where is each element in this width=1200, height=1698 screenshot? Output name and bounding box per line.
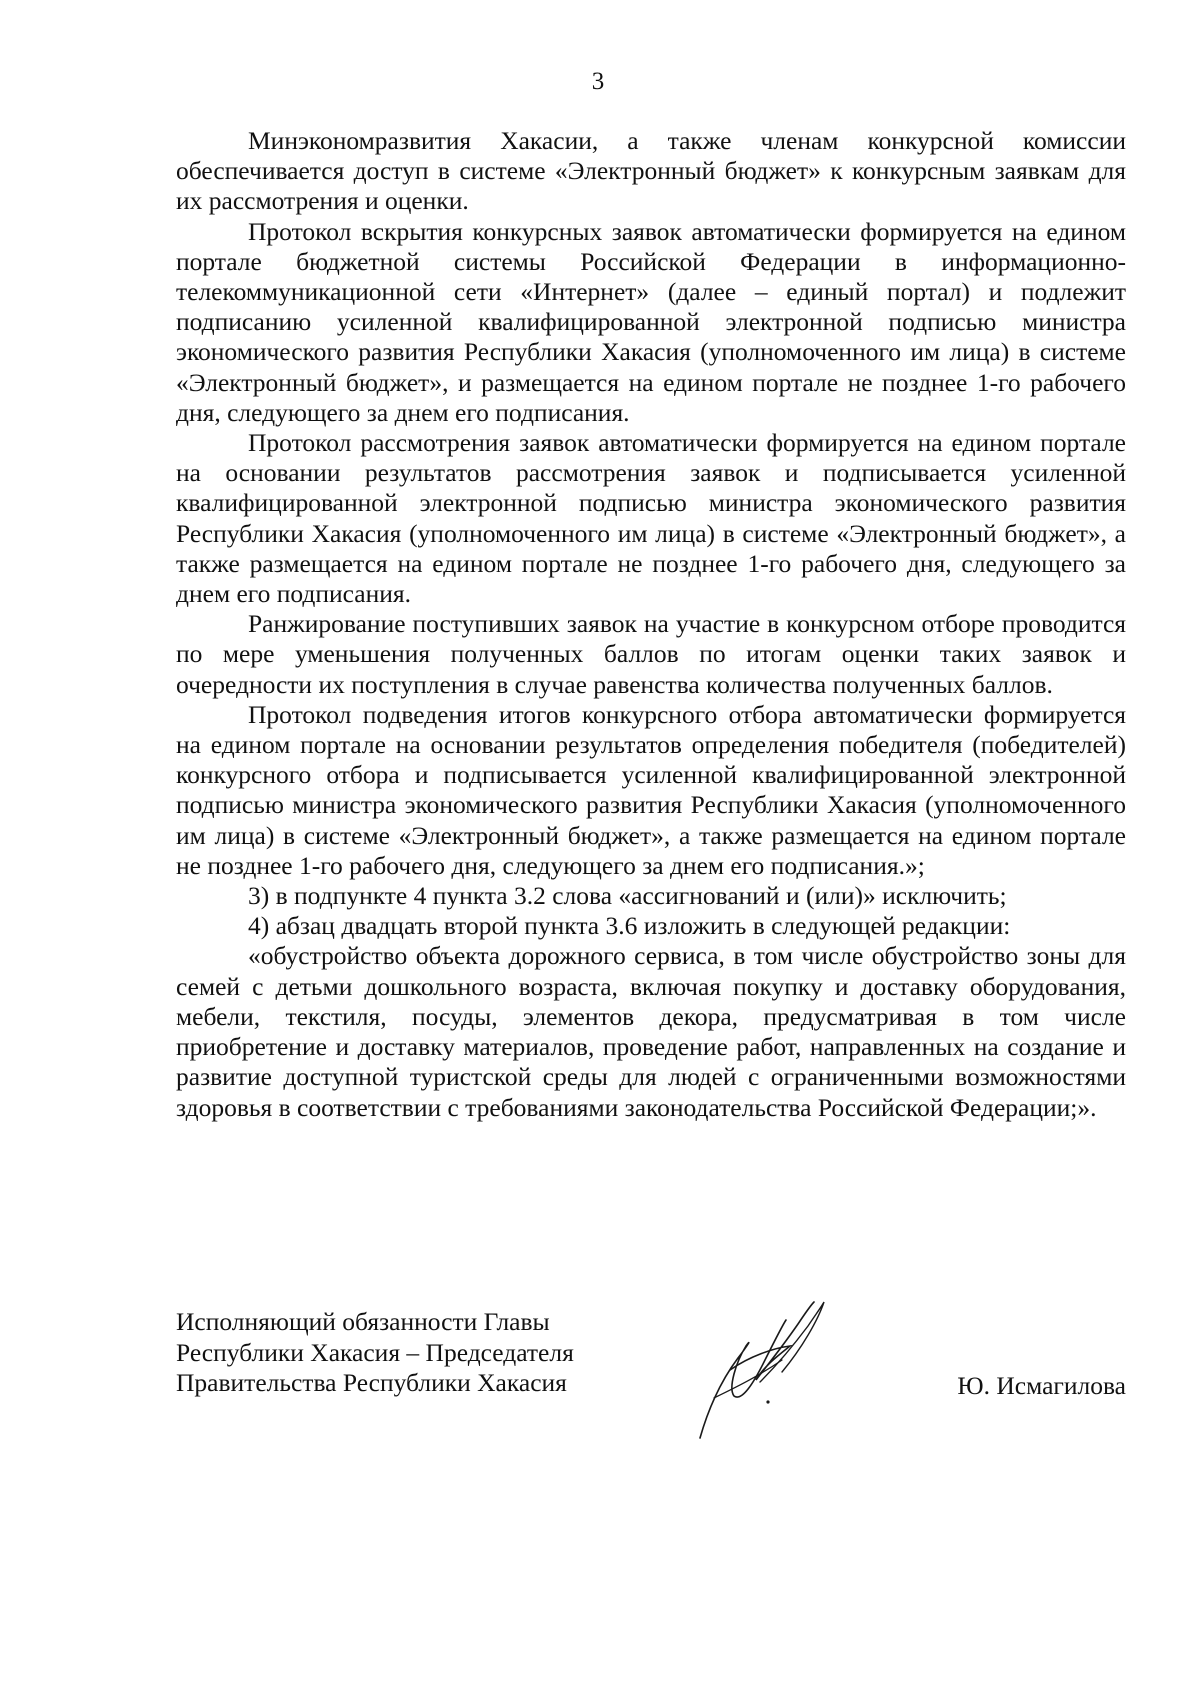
document-body xyxy=(176,126,1126,1123)
signature-stroke xyxy=(760,1302,824,1382)
paragraph-opening-protocol: Протокол вскрытия конкурсных заявок автоматически формируется на едином портале бюджетной системы Российской Федерации в информационно-телекоммуникационной сети «Интернет» (далее – единый портал) и подлежит подписанию усиленной квалифицированной электронной подписью министра экономического развития Республики Хакасия (уполномоченного им лица) в системе «Электронный бюджет», и размещается на едином портале не позднее 1-го рабочего дня, следующего за днем его подписания. xyxy=(176,216,1126,427)
paragraph-ranking: Ранжирование поступивших заявок на участие в конкурсном отборе проводится по мере уменьшения полученных баллов по итогам оценки таких заявок и очередности их поступления в случае равенства количества полученных баллов. xyxy=(176,609,1126,699)
paragraph-access-to-applications: Минэкономразвития Хакасии, а также членам конкурсной комиссии обеспечивается доступ в системе «Электронный бюджет» к конкурсным заявкам для их рассмотрения и оценки. xyxy=(176,126,1126,216)
signatory-position-line: Правительства Республики Хакасия xyxy=(176,1368,567,1397)
signature-stroke xyxy=(730,1302,814,1380)
page-number: 3 xyxy=(591,68,605,95)
signatory-position-line: Исполняющий обязанности Главы xyxy=(176,1307,550,1336)
signature-dot xyxy=(766,1400,769,1403)
signer-name: Ю. Исмагилова xyxy=(957,1371,1126,1400)
signature-stroke xyxy=(700,1320,786,1438)
signatory-position-line: Республики Хакасия – Председателя xyxy=(176,1337,574,1367)
paragraph-item-3: 3) в подпункте 4 пункта 3.2 слова «ассигнований и (или)» исключить; xyxy=(248,881,1007,911)
signatory-position xyxy=(176,1307,574,1399)
paragraph-item-4: 4) абзац двадцать второй пункта 3.6 изложить в следующей редакции: xyxy=(248,911,1011,941)
paragraph-review-protocol: Протокол рассмотрения заявок автоматически формируется на едином портале на основании результатов рассмотрения заявок и подписывается усиленной квалифицированной электронной подписью министра экономического развития Республики Хакасия (уполномоченного им лица) в системе «Электронный бюджет», а также размещается на едином портале не позднее 1-го рабочего дня, следующего за днем его подписания. xyxy=(176,428,1126,609)
paragraph-results-protocol: Протокол подведения итогов конкурсного отбора автоматически формируется на едином портале на основании результатов определения победителя (победителей) конкурсного отбора и подписывается усиленной квалифицированной электронной подписью министра экономического развития Республики Хакасия (уполномоченного им лица) в системе «Электронный бюджет», а также размещается на едином портале не позднее 1-го рабочего дня, следующего за днем его подписания.»; xyxy=(176,699,1126,880)
paragraph-new-wording: «обустройство объекта дорожного сервиса, в том числе обустройство зоны для семей с детьми дошкольного возраста, включая покупку и доставку оборудования, мебели, текстиля, посуды, элементов декора, предусматривая в том числе приобретение и доставку материалов, проведение работ, направленных на создание и развитие доступной туристской среды для людей с ограниченными возможностями здоровья в соответствии с требованиями законодательства Российской Федерации;». xyxy=(176,941,1126,1122)
handwritten-signature xyxy=(690,1290,870,1450)
